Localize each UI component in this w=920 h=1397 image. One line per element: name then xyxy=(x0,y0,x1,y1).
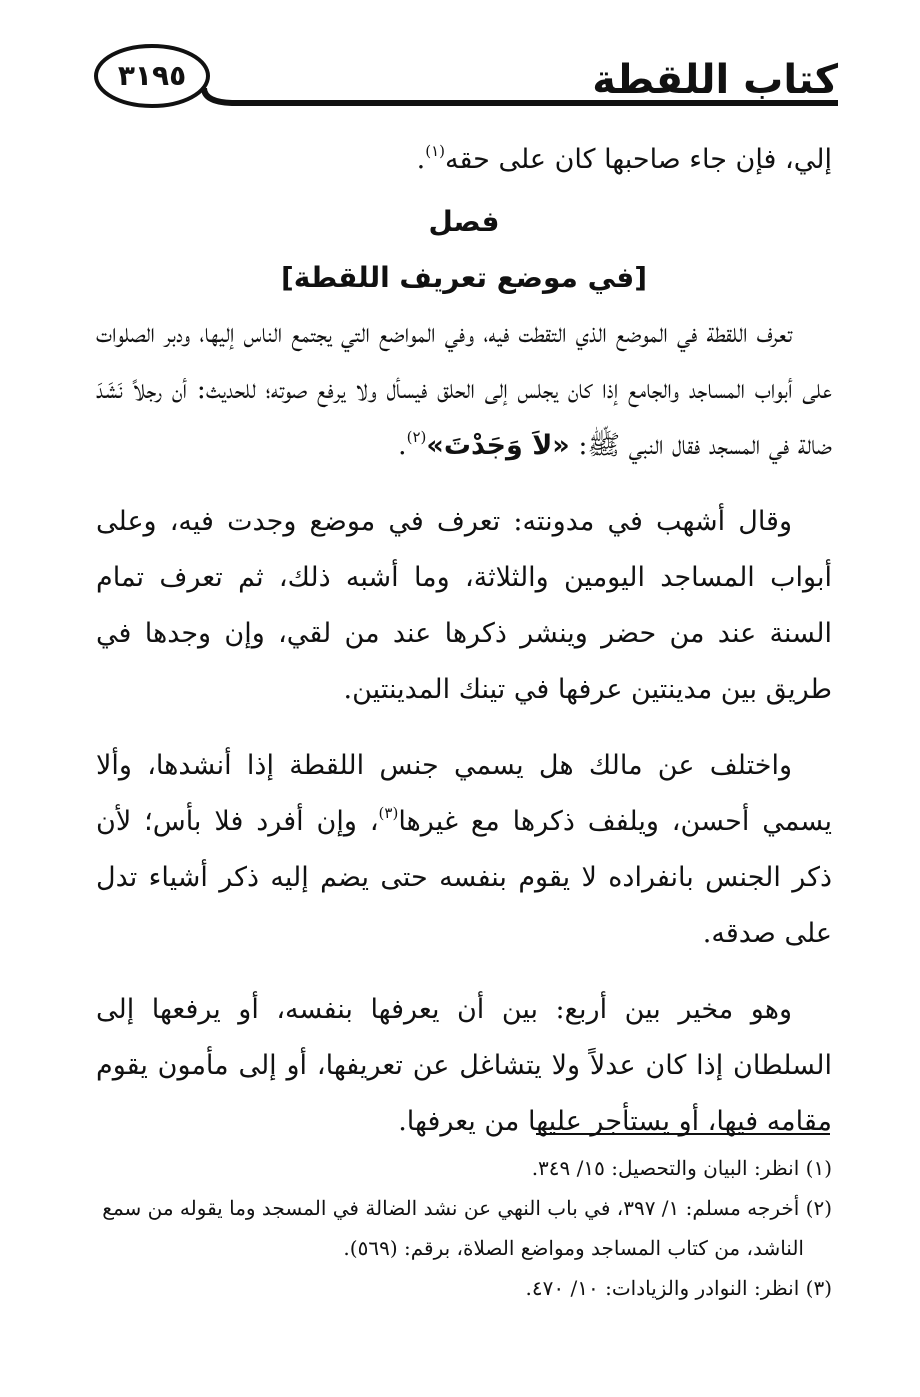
paragraph-1: تعرف اللقطة في الموضع الذي التقطت فيه، وفي المواضع التي يجتمع الناس إليها، ودبر الصلوات على أبواب المساجد والجامع إذا كان يجلس إلى الحلق فيسأل ولا يرفع صوته؛ للحديث: أن رجلاً نَشَدَ ضالة في المسجد فقال النبي ﷺ: «لاَ وَجَدْتَ»$^{(٢)}$. xyxy=(96,318,832,461)
footnote-1: (١) انظر: البيان والتحصيل: ١٥/ ٣٤٩. xyxy=(531,1156,832,1180)
paragraph-4: وهو مخير بين أربع: بين أن يعرفها بنفسه، أو يرفعها إلى السلطان إذا كان عدلاً ولا يتشاغل عن تعريفها، أو إلى مأمون يقوم مقامه فيها، أو يستأجر عليها من يعرفها. xyxy=(96,994,832,1137)
footnote-3: (٣) انظر: النوادر والزيادات: ١٠/ ٤٧٠. xyxy=(525,1276,832,1300)
footnote-2-continuation: الناشد، من كتاب المساجد ومواضع الصلاة، برقم: (٥٦٩). xyxy=(343,1236,804,1260)
paragraph-3-text-b: ، وإن أفرد فلا بأس؛ لأن ذكر الجنس بانفراده لا يقوم بنفسه حتى يضم إليه ذكر أشياء تدل على صدقه. xyxy=(96,806,832,949)
section-subtitle: [في موضع تعريف اللقطة] xyxy=(280,261,648,294)
paragraph-3-text-a: واختلف عن مالك هل يسمي جنس اللقطة إذا أنشدها، وألا يسمي أحسن، ويلفف ذكرها مع غيرها xyxy=(96,750,832,837)
book-title: كتاب اللقطة xyxy=(592,57,838,103)
page-number: ٣١٩٥ xyxy=(117,59,187,92)
hadith-quote: «لاَ وَجَدْتَ» xyxy=(426,430,570,461)
footnote-separator xyxy=(536,1133,830,1135)
paragraph-3 xyxy=(96,738,832,962)
footnote-ref-1: (١) xyxy=(425,142,446,160)
footnote-2: (٢) أخرجه مسلم: ١/ ٣٩٧، في باب النهي عن نشد الضالة في المسجد وما يقوله من سمع xyxy=(102,1196,832,1220)
paragraph-1-text: تعرف اللقطة في الموضع الذي التقطت فيه، وفي المواضع التي يجتمع الناس إليها، ودبر الصلوات على أبواب المساجد والجامع إذا كان يجلس إلى الحلق فيسأل ولا يرفع صوته؛ للحديث: أن رجلاً نَشَدَ ضالة في المسجد فقال النبي ﷺ: xyxy=(96,318,832,461)
paragraph-2: وقال أشهب في مدونته: تعرف في موضع وجدت فيه، وعلى أبواب المساجد اليومين والثلاثة، وما أشبه ذلك، ثم تعرف تمام السنة عند من حضر وينشر ذكرها عند من لقي، وإن وجدها في طريق بين مدينتين عرفها في تينك المدينتين. xyxy=(96,506,832,705)
opening-line-text: إلي، فإن جاء صاحبها كان على حقه xyxy=(445,144,832,175)
opening-line: إلي، فإن جاء صاحبها كان على حقه$^{(١)}$. xyxy=(416,142,832,175)
footnotes xyxy=(96,1148,832,1308)
page-header xyxy=(92,40,838,120)
footnote-ref-2: (٢) xyxy=(406,428,427,446)
footnote-ref-3: (٣) xyxy=(378,804,399,822)
main-text xyxy=(96,132,832,1150)
section-title: فصل xyxy=(428,205,500,238)
